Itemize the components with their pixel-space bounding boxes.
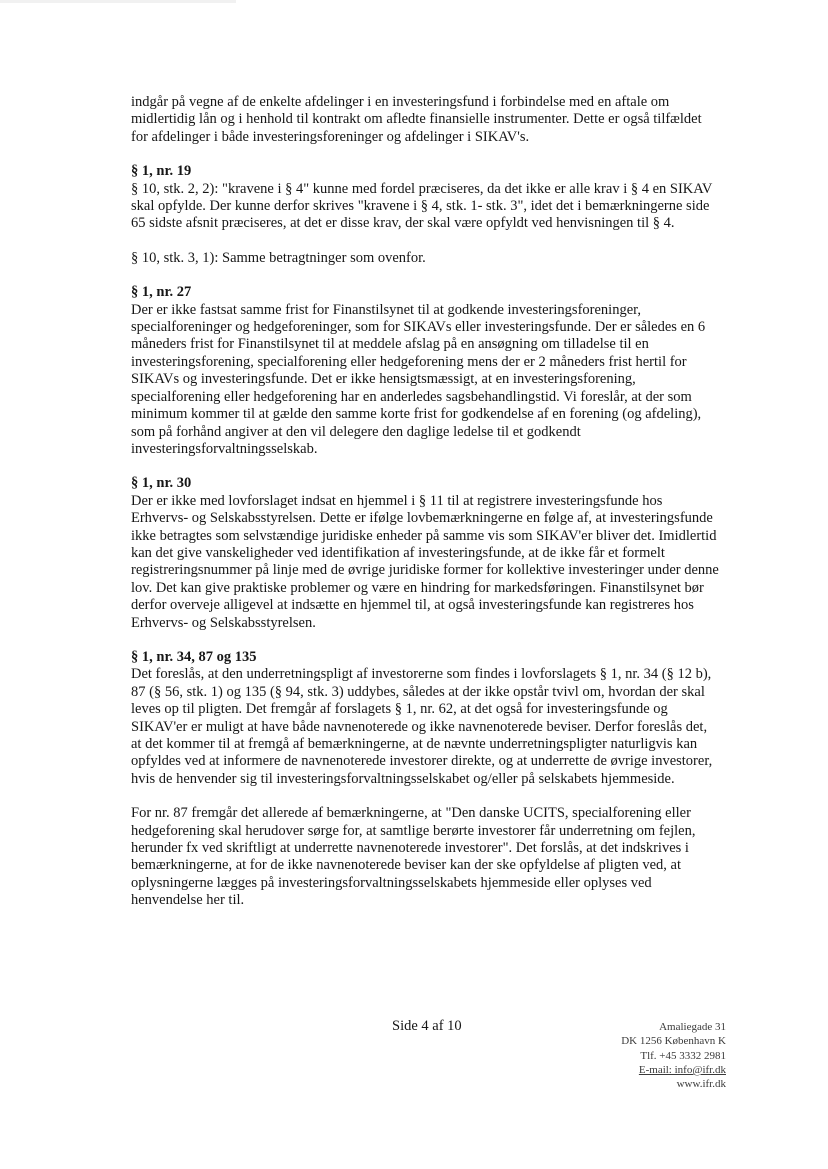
section-heading-30: § 1, nr. 30 [131, 475, 192, 492]
address-city: DK 1256 København K [621, 1035, 726, 1048]
address-block [600, 1020, 726, 1091]
section-34-paragraph-2: For nr. 87 fremgår det allerede af bemærkningerne, at "Den danske UCITS, specialforening eller hedgeforening skal herudover sørge for, at samtlige berørte investorer får underretning om fejlen, herunder fx ved skriftligt at underrette navnenoterede investorer". Det forslås, at det indskrives i bemærkningerne, at for de ikke navnenoterede beviser kan der ske opfyldelse af pligten ved, at oplysningerne lægges på investeringsforvaltningsselskabets hjemmeside eller oplyses ved henvendelse her til. [131, 805, 696, 909]
website-link[interactable]: www.ifr.dk [676, 1078, 726, 1091]
section-heading-27: § 1, nr. 27 [131, 284, 192, 301]
address-street: Amaliegade 31 [659, 1021, 726, 1033]
document-body [131, 94, 721, 910]
section-heading-19: § 1, nr. 19 [131, 163, 192, 180]
section-19-paragraph-2: § 10, stk. 3, 1): Samme betragtninger som ovenfor. [131, 249, 426, 266]
scan-edge-mark [0, 0, 236, 3]
phone-number: Tlf. +45 3332 2981 [640, 1049, 726, 1062]
email-link[interactable]: E-mail: info@ifr.dk [638, 1063, 726, 1076]
section-heading-34: § 1, nr. 34, 87 og 135 [131, 648, 257, 665]
section-19-paragraph-1: § 10, stk. 2, 2): "kravene i § 4" kunne med fordel præciseres, da det ikke er alle krav i § 4 en SIKAV skal opfylde. Der kunne derfor skrives "kravene i § 4, stk. 1- stk. 3", idet det i bemærkningerne side 65 sidste afsnit præciseres, at det er disse krav, der skal være opfyldt ved henvisningen til § 4. [131, 180, 713, 232]
section-27-paragraph: Der er ikke fastsat samme frist for Finanstilsynet til at godkende investeringsforeninger, specialforeninger og hedgeforeninger, som for SIKAVs eller investeringsfunde. Der er således en 6 måneders frist for Finanstilsynet til at meddele afslag på en ansøgning om tilladelse til en investeringsforening, specialforening eller hedgeforening mens der er 2 måneders frist hertil for SIKAVs og investeringsfunde. Det er ikke hensigtsmæssigt, at en investeringsforening, specialforening eller hedgeforening har en anderledes sagsbehandlingstid. Vi foreslår, at der som minimum kommer til at gælde den samme korte frist for godkendelse af en forening (og afdeling), som på forhånd angiver at den vil delegere den daglige ledelse til et godkendt investeringsforvaltningsselskab. [131, 301, 706, 457]
intro-paragraph: indgår på vegne af de enkelte afdelinger i en investeringsfund i forbindelse med en aftale om midlertidig lån og i henhold til kontrakt om afledte finansielle instrumenter. Dette er også tilfældet for afdelinger i både investeringsforeninger og afdelinger i SIKAV's. [131, 94, 702, 145]
section-30-paragraph: Der er ikke med lovforslaget indsat en hjemmel i § 11 til at registrere investeringsfunde hos Erhvervs- og Selskabsstyrelsen. Dette er ifølge lovbemærkningerne en følge af, at investeringsfunde ikke betragtes som selvstændige juridiske enheder på samme vis som SIKAV'er bliver det. Imidlertid kan det give vanskeligheder ved identifikation af investeringsfunde, at de ikke får et formelt registreringsnummer på linje med de øvrige juridiske former for kollektive investeringer under denne lov. Det kan give praktiske problemer og være en hindring for markedsføringen. Finanstilsynet bør derfor overveje alligevel at indsætte en hjemmel til, at også investeringsfunde kan registreres hos Erhvervs- og Selskabsstyrelsen. [131, 492, 719, 631]
page-number: Side 4 af 10 [392, 1018, 462, 1034]
section-34-paragraph-1: Det foreslås, at den underretningspligt af investorerne som findes i lovforslagets § 1, nr. 34 (§ 12 b), 87 (§ 56, stk. 1) og 135 (§ 94, stk. 3) uddybes, således at der ikke opstår tvivl om, hvordan der skal leves op til pligten. Det fremgår af forslagets § 1, nr. 62, at det også for investeringsfunde og SIKAV'er er muligt at have både navnenoterede og ikke navnenoterede beviser. Derfor foreslås det, at det kommer til at fremgå af bemærkningerne, at de nævnte underretningspligter naturligvis kan opfyldes ved at informere de navnenoterede investorer direkte, og at underrette de øvrige investorer, hvis de henvender sig til investeringsforvaltningsselskabet og/eller på selskabets hjemmeside. [131, 666, 713, 787]
